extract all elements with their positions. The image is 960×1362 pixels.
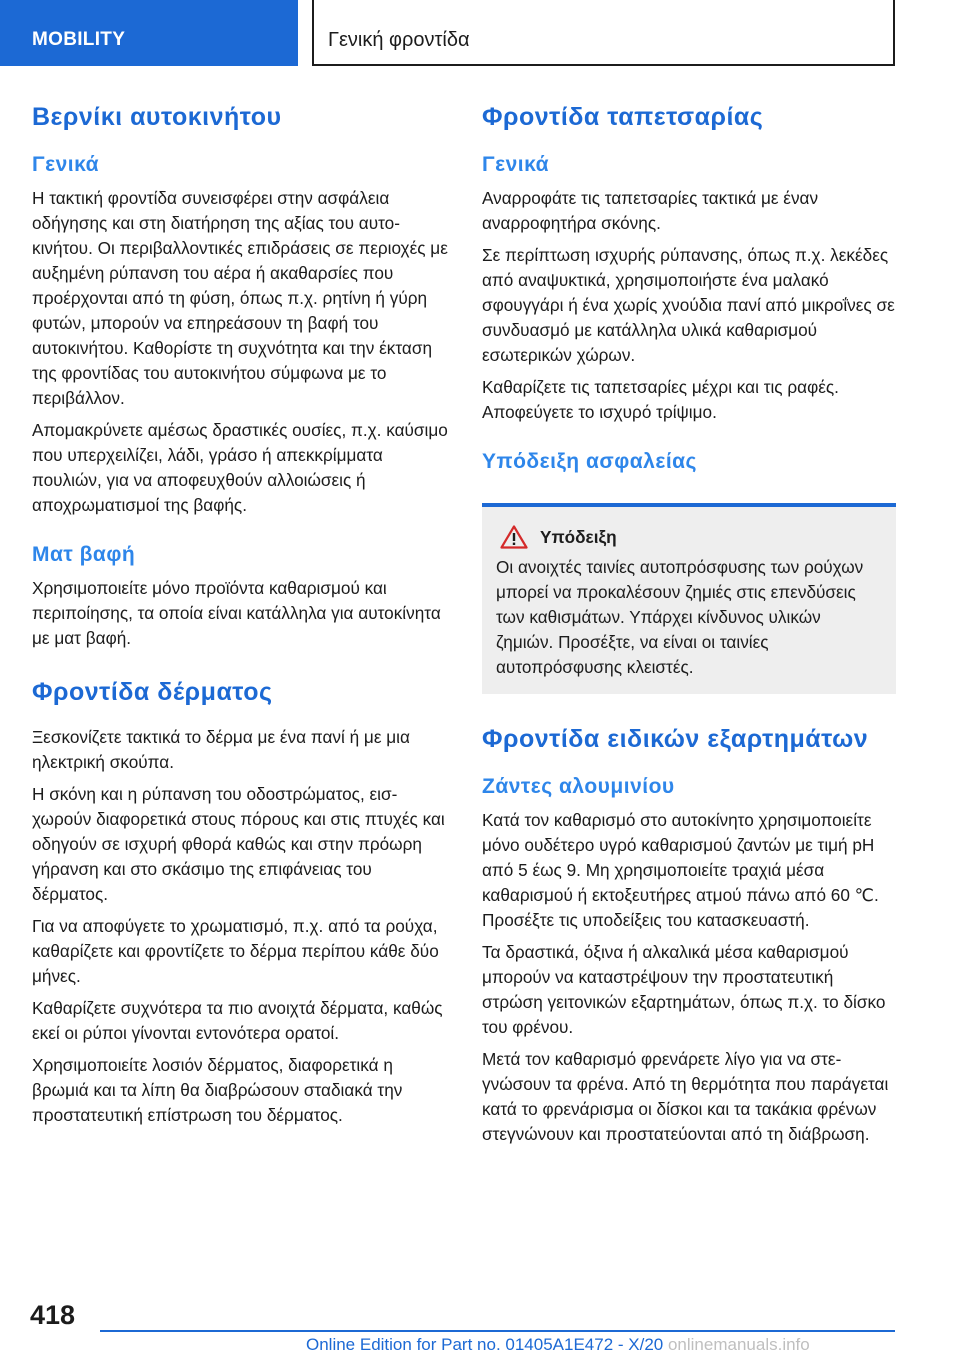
paragraph: Χρησιμοποιείτε μόνο προϊόντα καθαρισμού και περιποίησης, τα οποία είναι κατάλληλα για αυτοκίνητα με ματ βαφή. xyxy=(32,578,441,648)
notice-title: Υπόδειξη xyxy=(540,526,617,547)
paragraph: Μετά τον καθαρισμό φρενάρετε λίγο για να στεγνώσουν τα φρένα. Από τη θερμότητα που παράγεται κατά το φρενάρισμα οι δίσκοι και τα τακάκια φρένων στεγνώνουν και προστατεύονται από τη διάβρωση. xyxy=(482,1049,889,1144)
subheading-general: Γενικά xyxy=(32,153,100,176)
edition-text: Online Edition for Part no. 01405A1E472 - X/20 xyxy=(306,1335,664,1354)
warning-icon xyxy=(500,525,528,549)
heading-car-paint: Βερνίκι αυτοκινήτου xyxy=(32,103,282,131)
heading-special-parts: Φροντίδα ειδικών εξαρτημάτων xyxy=(482,725,869,753)
section-tab: MOBILITY xyxy=(0,0,298,66)
paragraph: Σε περίπτωση ισχυρής ρύπανσης, όπως π.χ. λεκέδες από αναψυκτικά, χρησιμοποιήστε ένα μαλακό σφουγγάρι ή ένα χωρίς χνούδια πανί από μικροΐνες σε συνδυασμό με κατάλληλα υλικά καθαρισμού εσωτερικών χώρων. xyxy=(482,245,895,365)
paragraph: Τα δραστικά, όξινα ή αλκαλικά μέσα καθαρισμού μπορούν να καταστρέψουν την προστατευτική στρώση γειτονικών εξαρτημάτων, όπως π.χ. το δίσκο του φρένου. xyxy=(482,942,886,1037)
paragraph: Κατά τον καθαρισμό στο αυτοκίνητο χρησιμοποιείτε μόνο ουδέτερο υγρό καθαρισμού ζαντών με τιμή pH από 5 έως 9. Μη χρησιμοποιείτε τραχιά μέσα καθαρισμού ή εκτοξευτήρες ατμού πάνω από 60 ℃. Προσέξτε τις υποδείξεις του κατασκευαστή. xyxy=(482,810,879,930)
footer-divider xyxy=(100,1330,895,1332)
heading-upholstery-care: Φροντίδα ταπετσαρίας xyxy=(482,103,764,131)
paragraph: Αναρροφάτε τις ταπετσαρίες τακτικά με έναν αναρροφητήρα σκόνης. xyxy=(482,188,819,233)
chapter-title: Γενική φροντίδα xyxy=(312,0,895,66)
left-column xyxy=(32,100,450,1135)
heading-leather-care: Φροντίδα δέρματος xyxy=(32,678,273,706)
footer-edition xyxy=(306,1335,810,1355)
page-header xyxy=(0,0,960,66)
paragraph: Για να αποφύγετε το χρωματισμό, π.χ. από τα ρούχα, καθαρίζετε και φροντίζετε το δέρμα περίπου κάθε δύο μήνες. xyxy=(32,916,439,986)
paragraph: Καθαρίζετε τις ταπετσαρίες μέχρι και τις ραφές. Αποφεύγετε το ισχυρό τρίψιμο. xyxy=(482,377,839,422)
subheading-alloy-wheels: Ζάντες αλουμινίου xyxy=(482,775,675,798)
notice-text: Οι ανοιχτές ταινίες αυτοπρόσφυσης των ρούχων μπορεί να προκαλέσουν ζημιές στις επενδύσεις των καθισμάτων. Υπάρχει κίνδυνος υλικών ζημιών. Προσέξτε, να είναι οι ταινίες αυτοπρόσφυσης κλειστές. xyxy=(496,557,864,677)
paragraph: Η τακτική φροντίδα συνεισφέρει στην ασφάλεια οδήγησης και στη διατήρηση της αξίας του αυτοκινήτου. Οι περιβαλλοντικές επιδράσεις σε περιοχές με αυξημένη ρύπανση του αέρα ή ακαθαρσίες που προέρχονται από τη φύση, όπως π.χ. ρητίνη ή γύρη φυτών, μπορούν να επηρεάσουν τη βαφή του αυτοκινήτου. Καθορίστε τη συχνότητα και την έκταση της φροντίδας του αυτοκινήτου σύμφωνα με το περιβάλλον. xyxy=(32,188,448,408)
notice-header xyxy=(496,525,880,549)
paragraph: Η σκόνη και η ρύπανση του οδοστρώματος, εισχωρούν διαφορετικά στους πόρους και στις πτυχές και οδηγούν σε ισχυρή φθορά καθώς και στην πρόωρη γήρανση και στο σκάσιμο της επιφάνειας του δέρματος. xyxy=(32,784,445,904)
subheading-safety: Υπόδειξη ασφαλείας xyxy=(482,450,697,473)
paragraph: Απομακρύνετε αμέσως δραστικές ουσίες, π.χ. καύσιμο που υπερχειλίζει, λάδι, γράσο ή απεκκρίμματα πουλιών, για να αποφευχθούν αλλοιώσεις ή αποχρωματισμοί της βαφής. xyxy=(32,420,448,515)
paragraph: Χρησιμοποιείτε λοσιόν δέρματος, διαφορετικά η βρωμιά και τα λίπη θα διαβρώσουν σταδιακά την προστατευτική επίστρωση του δέρματος. xyxy=(32,1055,403,1125)
right-column xyxy=(482,100,896,1154)
notice-box xyxy=(482,503,896,694)
page-number: 418 xyxy=(30,1300,76,1330)
paragraph: Ξεσκονίζετε τακτικά το δέρμα με ένα πανί ή με μια ηλεκτρική σκούπα. xyxy=(32,727,410,772)
subheading-general: Γενικά xyxy=(482,153,550,176)
paragraph: Καθαρίζετε συχνότερα τα πιο ανοιχτά δέρματα, καθώς εκεί οι ρύποι γίνονται εντονότερα ορατοί. xyxy=(32,998,443,1043)
watermark-text: onlinemanuals.info xyxy=(667,1335,810,1354)
subheading-matte: Ματ βαφή xyxy=(32,543,136,566)
